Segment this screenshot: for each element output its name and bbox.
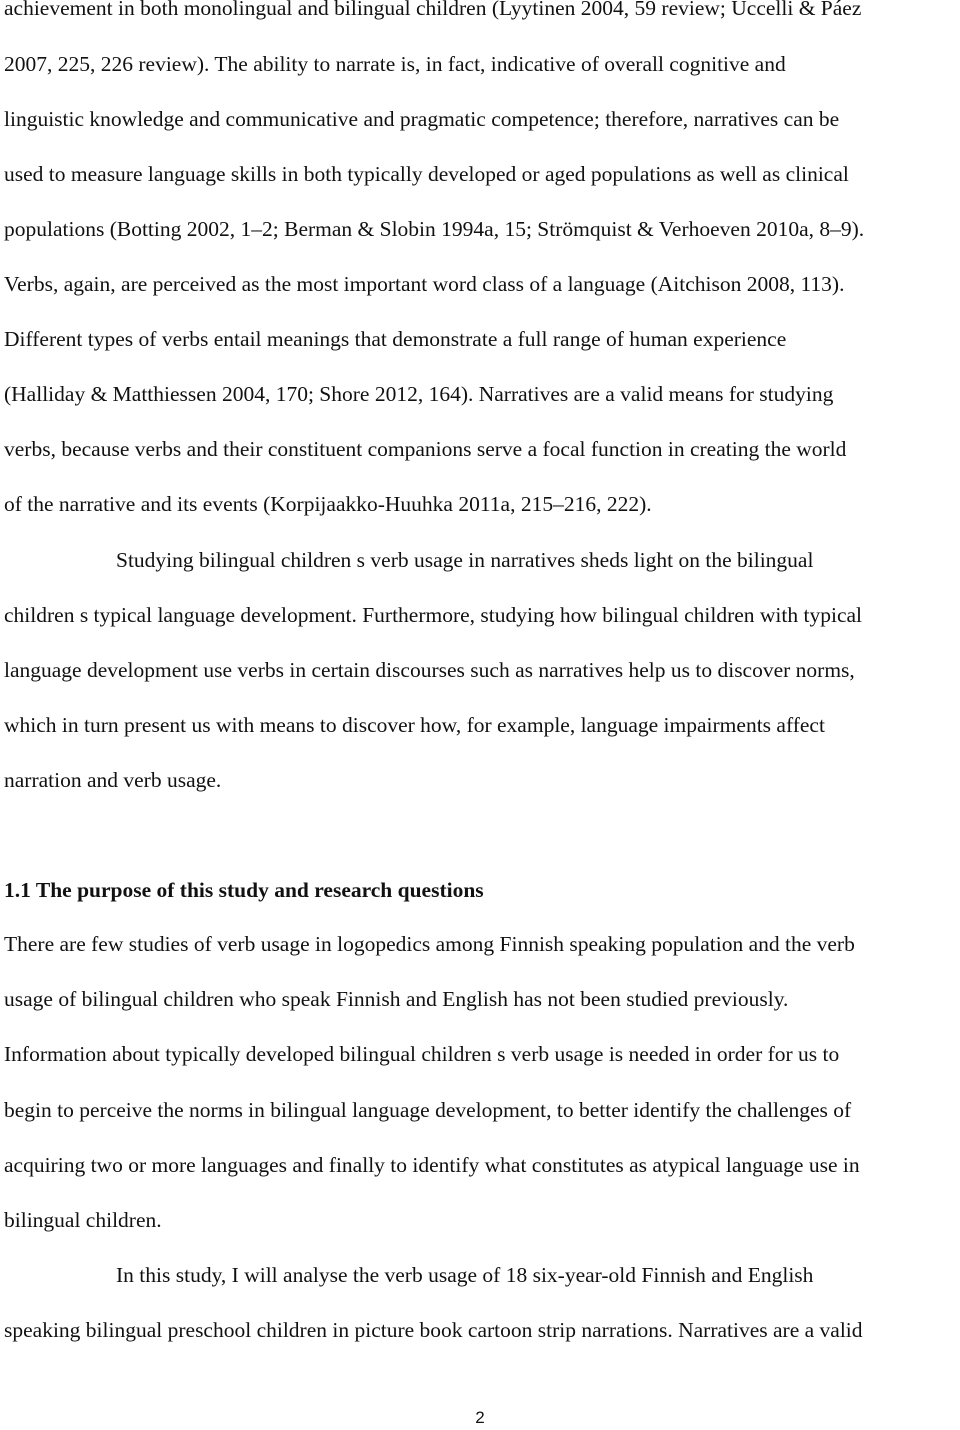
text-line: which in turn present us with means to discover how, for example, language impairments affect (4, 713, 825, 737)
text-line: Information about typically developed bilingual children s verb usage is needed in order for us to (4, 1042, 840, 1066)
text-line: bilingual children. (4, 1208, 162, 1232)
text-line: children s typical language development. Furthermore, studying how bilingual children with typical (4, 603, 863, 627)
text-line: speaking bilingual preschool children in picture book cartoon strip narrations. Narratives are a valid (4, 1318, 863, 1342)
section-heading: 1.1 The purpose of this study and research questions (4, 878, 484, 902)
page-number: 2 (475, 1408, 485, 1427)
text-line: acquiring two or more languages and finally to identify what constitutes as atypical language use in (4, 1153, 860, 1177)
text-line: verbs, because verbs and their constituent companions serve a focal function in creating the world (4, 437, 847, 461)
text-line: Different types of verbs entail meanings that demonstrate a full range of human experience (4, 327, 787, 351)
text-line: In this study, I will analyse the verb usage of 18 six-year-old Finnish and English (116, 1263, 814, 1287)
text-line: There are few studies of verb usage in logopedics among Finnish speaking population and the verb (4, 932, 855, 956)
text-line: language development use verbs in certain discourses such as narratives help us to discover norms, (4, 658, 855, 682)
text-line: Studying bilingual children s verb usage in narratives sheds light on the bilingual (116, 548, 814, 572)
text-line: usage of bilingual children who speak Finnish and English has not been studied previously. (4, 987, 789, 1011)
text-line: populations (Botting 2002, 1–2; Berman & Slobin 1994a, 15; Strömquist & Verhoeven 2010a, 8–9). (4, 217, 865, 241)
text-line: begin to perceive the norms in bilingual language development, to better identify the challenges of (4, 1098, 852, 1122)
text-line: linguistic knowledge and communicative and pragmatic competence; therefore, narratives can be (4, 107, 840, 131)
text-line: used to measure language skills in both typically developed or aged populations as well as clinical (4, 162, 849, 186)
text-line: 2007, 225, 226 review). The ability to narrate is, in fact, indicative of overall cognitive and (4, 52, 786, 76)
text-line: narration and verb usage. (4, 768, 222, 792)
text-line: (Halliday & Matthiessen 2004, 170; Shore 2012, 164). Narratives are a valid means for studying (4, 382, 834, 406)
text-line: of the narrative and its events (Korpijaakko-Huuhka 2011a, 215–216, 222). (4, 492, 652, 516)
text-line: achievement in both monolingual and bilingual children (Lyytinen 2004, 59 review; Uccelli & Páez (4, 0, 862, 20)
text-line: Verbs, again, are perceived as the most important word class of a language (Aitchison 2008, 113). (4, 272, 845, 296)
